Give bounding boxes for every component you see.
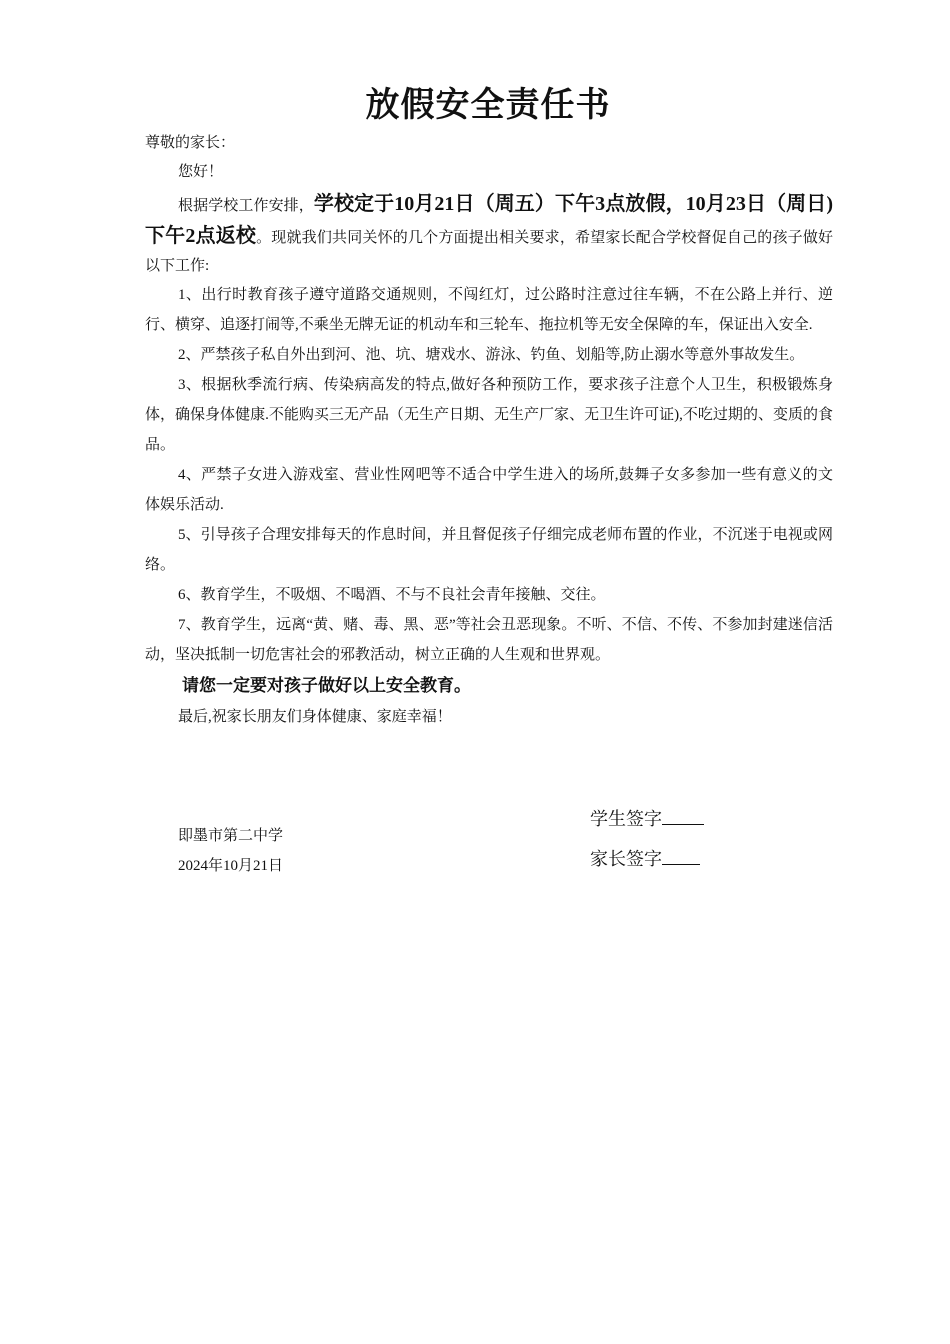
item-4: 4、严禁子女进入游戏室、营业性网吧等不适合中学生进入的场所,鼓舞子女多参加一些有意义的文体娱乐活动. (145, 467, 833, 513)
item-1: 1、出行时教育孩子遵守道路交通规则，不闯红灯，过公路时注意过往车辆，不在公路上并行、逆行、横穿、追逐打闹等,不乘坐无牌无证的机动车和三轮车、拖拉机等无安全保障的车，保证出入安全. (145, 287, 833, 333)
item-6: 6、教育学生，不吸烟、不喝酒、不与不良社会青年接触、交往。 (178, 587, 606, 603)
student-signature-line[interactable] (662, 806, 704, 825)
intro-paragraph (145, 188, 833, 280)
greeting: 您好！ (178, 164, 224, 180)
issuer-block (178, 821, 283, 881)
parent-signature-row (590, 839, 704, 879)
intro-highlight: 学校定于10月21日（周五）下午3点放假，10月23日（周日)下午2点返校 (145, 193, 833, 247)
student-signature-row (590, 799, 704, 839)
item-2: 2、严禁孩子私自外出到河、池、坑、塘戏水、游泳、钓鱼、划船等,防止溺水等意外事故发生。 (178, 347, 805, 363)
parent-signature-line[interactable] (662, 846, 700, 865)
intro-after: 。现就我们共同关怀的几个方面提出相关要求，希望家长配合学校督促自己的孩子做好以下工作: (145, 230, 833, 274)
parent-signature-label: 家长签字 (590, 849, 662, 869)
school-name: 即墨市第二中学 (178, 828, 284, 844)
issue-date: 2024年10月21日 (178, 858, 284, 874)
item-7: 7、教育学生，远离“黄、赌、毒、黑、恶”等社会丑恶现象。不听、不信、不传、不参加封建迷信活动，坚决抵制一切危害社会的邪教活动，树立正确的人生观和世界观。 (145, 617, 833, 663)
item-3: 3、根据秋季流行病、传染病高发的特点,做好各种预防工作，要求孩子注意个人卫生，积极锻炼身体，确保身体健康.不能购买三无产品（无生产日期、无生产厂家、无卫生许可证),不吃过期的、变质的食品。 (145, 377, 833, 453)
emphasis-line: 请您一定要对孩子做好以上安全教育。 (182, 676, 471, 695)
item-5: 5、引导孩子合理安排每天的作息时间，并且督促孩子仔细完成老师布置的作业，不沉迷于电视或网络。 (145, 527, 833, 573)
salutation: 尊敬的家长： (145, 135, 236, 151)
intro-before: 根据学校工作安排， (178, 198, 314, 214)
closing-line: 最后,祝家长朋友们身体健康、家庭幸福！ (178, 709, 452, 725)
document-body (145, 130, 833, 732)
student-signature-label: 学生签字 (590, 809, 662, 829)
signature-block (590, 799, 704, 879)
document-title: 放假安全责任书 (365, 87, 611, 124)
